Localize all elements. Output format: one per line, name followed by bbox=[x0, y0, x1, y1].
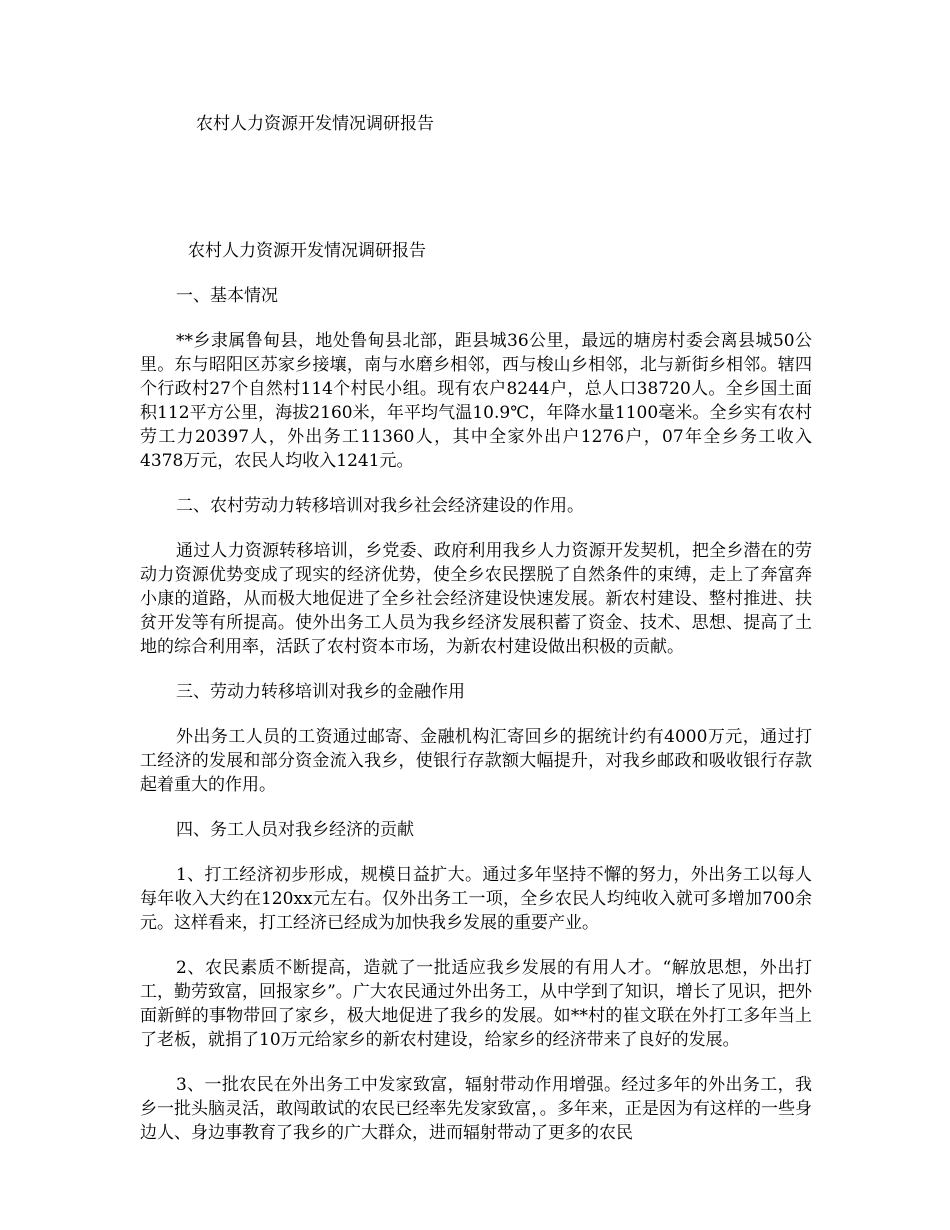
paragraph-contribution-1: 1、打工经济初步形成，规模日益扩大。通过多年坚持不懈的努力，外出务工以每人每年收入大约在120xx元左右。仅外出务工一项，全乡农民人均纯收入就可多增加700余元。这样看来，打工经济已经成为加快我乡发展的重要产业。 bbox=[140, 865, 812, 933]
section-heading-basic-info: 一、基本情况 bbox=[176, 286, 278, 306]
section-heading-worker-contribution: 四、务工人员对我乡经济的贡献 bbox=[176, 820, 414, 840]
paragraph-contribution-3: 3、一批农民在外出务工中发家致富，辐射带动作用增强。经过多年的外出务工，我乡一批头脑灵活，敢闯敢试的农民已经率先发家致富，。多年来，正是因为有这样的一些身边人、身边事教育了我乡的广大群众，进而辐射带动了更多的农民 bbox=[140, 1075, 812, 1143]
paragraph-contribution-2: 2、农民素质不断提高，造就了一批适应我乡发展的有用人才。“解放思想，外出打工，勤劳致富，回报家乡”。广大农民通过外出务工，从中学到了知识，增长了见识，把外面新鲜的事物带回了家乡，极大地促进了我乡的发展。如**村的崔文联在外打工多年当上了老板，就捐了10万元给家乡的新农村建设，给家乡的经济带来了良好的发展。 bbox=[140, 958, 812, 1050]
paragraph-labor-transfer-role: 通过人力资源转移培训，乡党委、政府利用我乡人力资源开发契机，把全乡潜在的劳动力资源优势变成了现实的经济优势，使全乡农民摆脱了自然条件的束缚，走上了奔富奔小康的道路，从而极大地促进了全乡社会经济建设快速发展。新农村建设、整村推进、扶贫开发等有所提高。使外出务工人员为我乡经济发展积蓄了资金、技术、思想、提高了土地的综合利用率，活跃了农村资本市场，为新农村建设做出积极的贡献。 bbox=[140, 541, 812, 657]
document-body bbox=[140, 239, 812, 1166]
paragraph-basic-info: **乡隶属鲁甸县，地处鲁甸县北部，距县城36公里，最远的塘房村委会离县城50公里。东与昭阳区苏家乡接壤，南与水磨乡相邻，西与梭山乡相邻，北与新街乡相邻。辖四个行政村27个自然村114个村民小组。现有农户8244户，总人口38720人。全乡国土面积112平方公里，海拔2160米，年平均气温10.9℃，年降水量1100毫米。全乡实有农村劳工力20397人，外出务工11360人，其中全家外出户1276户，07年全乡务工收入4378万元，农民人均收入1241元。 bbox=[140, 331, 812, 471]
section-heading-labor-transfer-role: 二、农村劳动力转移培训对我乡社会经济建设的作用。 bbox=[176, 496, 584, 516]
report-subtitle: 农村人力资源开发情况调研报告 bbox=[188, 241, 426, 261]
section-heading-financial-role: 三、劳动力转移培训对我乡的金融作用 bbox=[176, 682, 465, 702]
document-title: 农村人力资源开发情况调研报告 bbox=[196, 114, 434, 134]
paragraph-financial-role: 外出务工人员的工资通过邮寄、金融机构汇寄回乡的据统计约有4000万元，通过打工经济的发展和部分资金流入我乡，使银行存款额大幅提升，对我乡邮政和吸收银行存款起着重大的作用。 bbox=[140, 727, 812, 795]
